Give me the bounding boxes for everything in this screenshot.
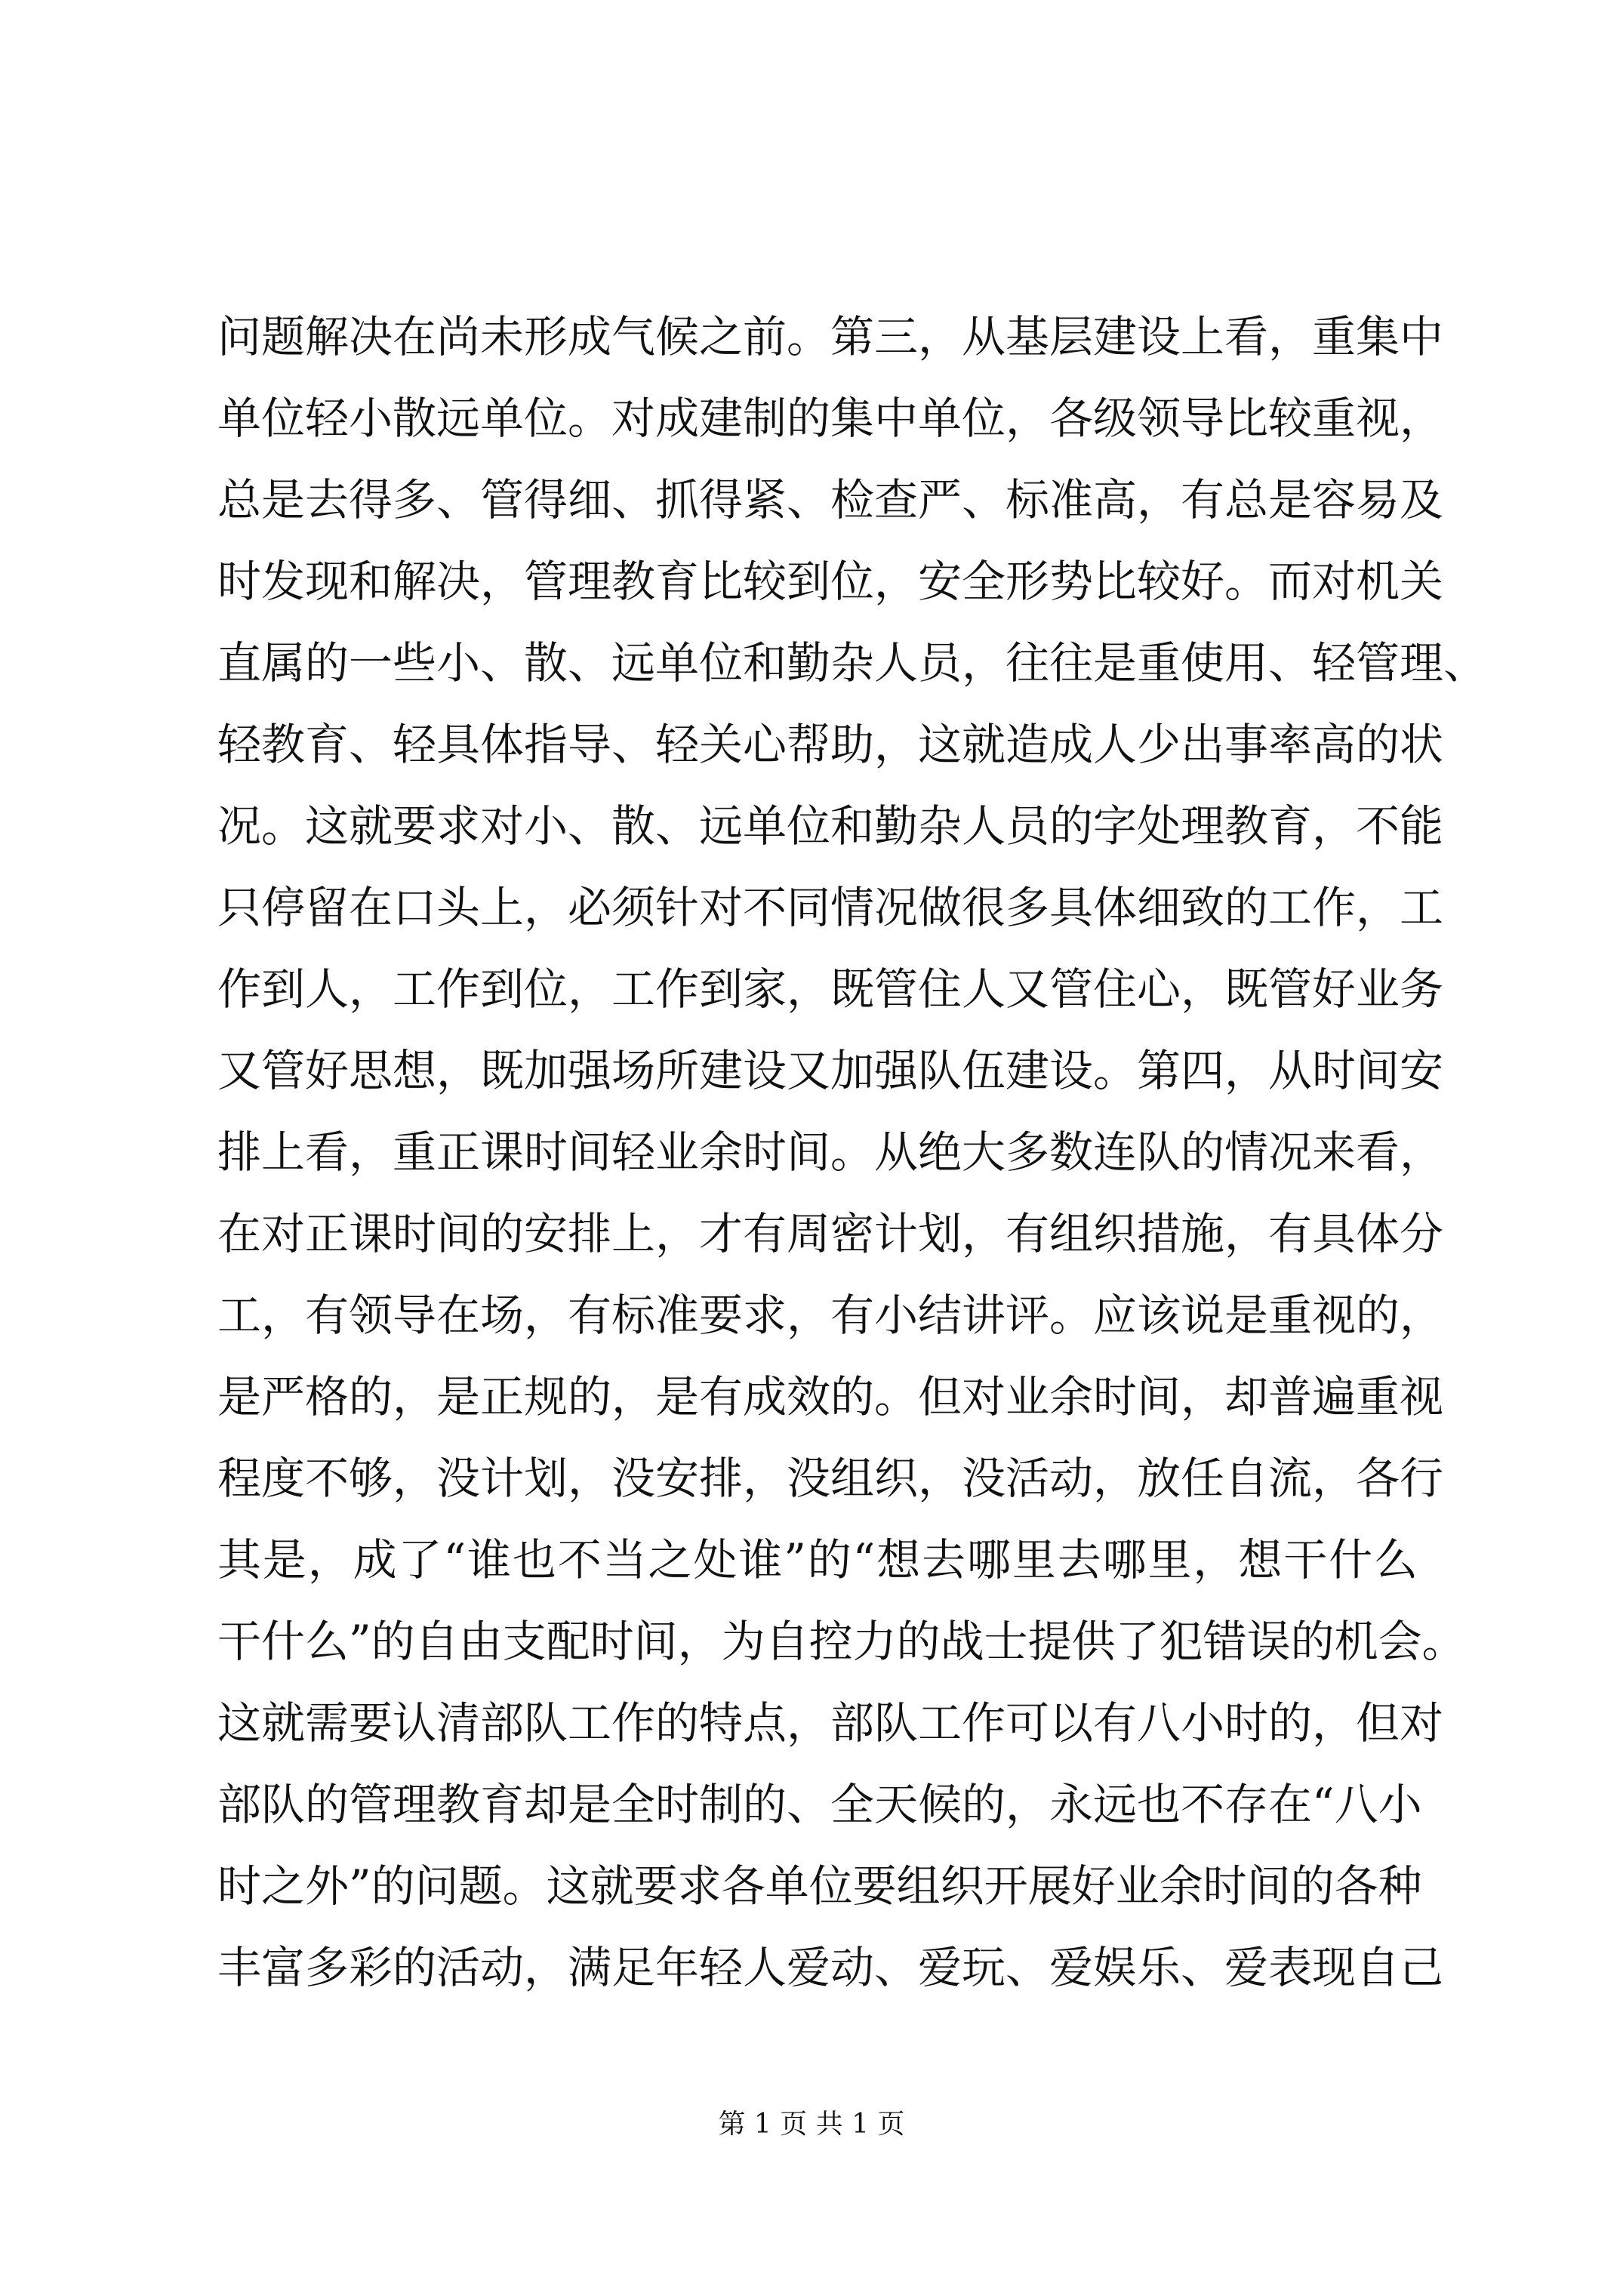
text-line: 部队的管理教育却是全时制的、全天候的，永远也不存在“八小: [217, 1779, 1422, 1830]
text-line: 又管好思想，既加强场所建设又加强队伍建设。第四，从时间安: [217, 1045, 1444, 1096]
text-line: 作到人，工作到位，工作到家，既管住人又管住心，既管好业务: [217, 963, 1444, 1015]
text-line: 直属的一些小、散、远单位和勤杂人员，往往是重使用、轻管理、: [217, 637, 1488, 689]
text-line: 问题解决在尚未形成气候之前。第三，从基层建设上看，重集中: [217, 311, 1444, 362]
body-text: [217, 296, 1488, 2008]
text-line: 其是，成了“谁也不当之处谁”的“想去哪里去哪里，想干什么: [217, 1534, 1418, 1586]
text-line: 只停留在口头上，必须针对不同情况做很多具体细致的工作，工: [217, 882, 1444, 933]
text-line: 况。这就要求对小、散、远单位和勤杂人员的字处理教育，不能: [217, 800, 1444, 852]
text-line: 这就需要认清部队工作的特点，部队工作可以有八小时的，但对: [217, 1697, 1444, 1749]
page-footer: 第 1 页 共 1 页: [718, 2109, 905, 2140]
text-line: 排上看，重正课时间轻业余时间。从绝大多数连队的情况来看，: [217, 1126, 1444, 1178]
text-line: 总是去得多、管得细、抓得紧、检查严、标准高，有总是容易及: [217, 474, 1444, 525]
text-line: 是严格的，是正规的，是有成效的。但对业余时间，却普遍重视: [217, 1371, 1444, 1422]
text-line: 丰富多彩的活动，满足年轻人爱动、爱玩、爱娱乐、爱表现自己: [217, 1942, 1444, 1993]
text-line: 工，有领导在场，有标准要求，有小结讲评。应该说是重视的，: [217, 1290, 1444, 1341]
text-line: 干什么”的自由支配时间，为自控力的战士提供了犯错误的机会。: [217, 1616, 1466, 1667]
text-line: 程度不够，没计划，没安排，没组织，没活动，放任自流，各行: [217, 1453, 1444, 1504]
text-line: 时发现和解决，管理教育比较到位，安全形势比较好。而对机关: [217, 556, 1444, 607]
text-line: 轻教育、轻具体指导、轻关心帮助，这就造成人少出事率高的状: [217, 719, 1444, 770]
text-line: 在对正课时间的安排上，才有周密计划，有组织措施，有具体分: [217, 1208, 1444, 1259]
text-line: 时之外”的问题。这就要求各单位要组织开展好业余时间的各种: [217, 1860, 1422, 1912]
text-line: 单位轻小散远单位。对成建制的集中单位，各级领导比较重视，: [217, 393, 1444, 444]
